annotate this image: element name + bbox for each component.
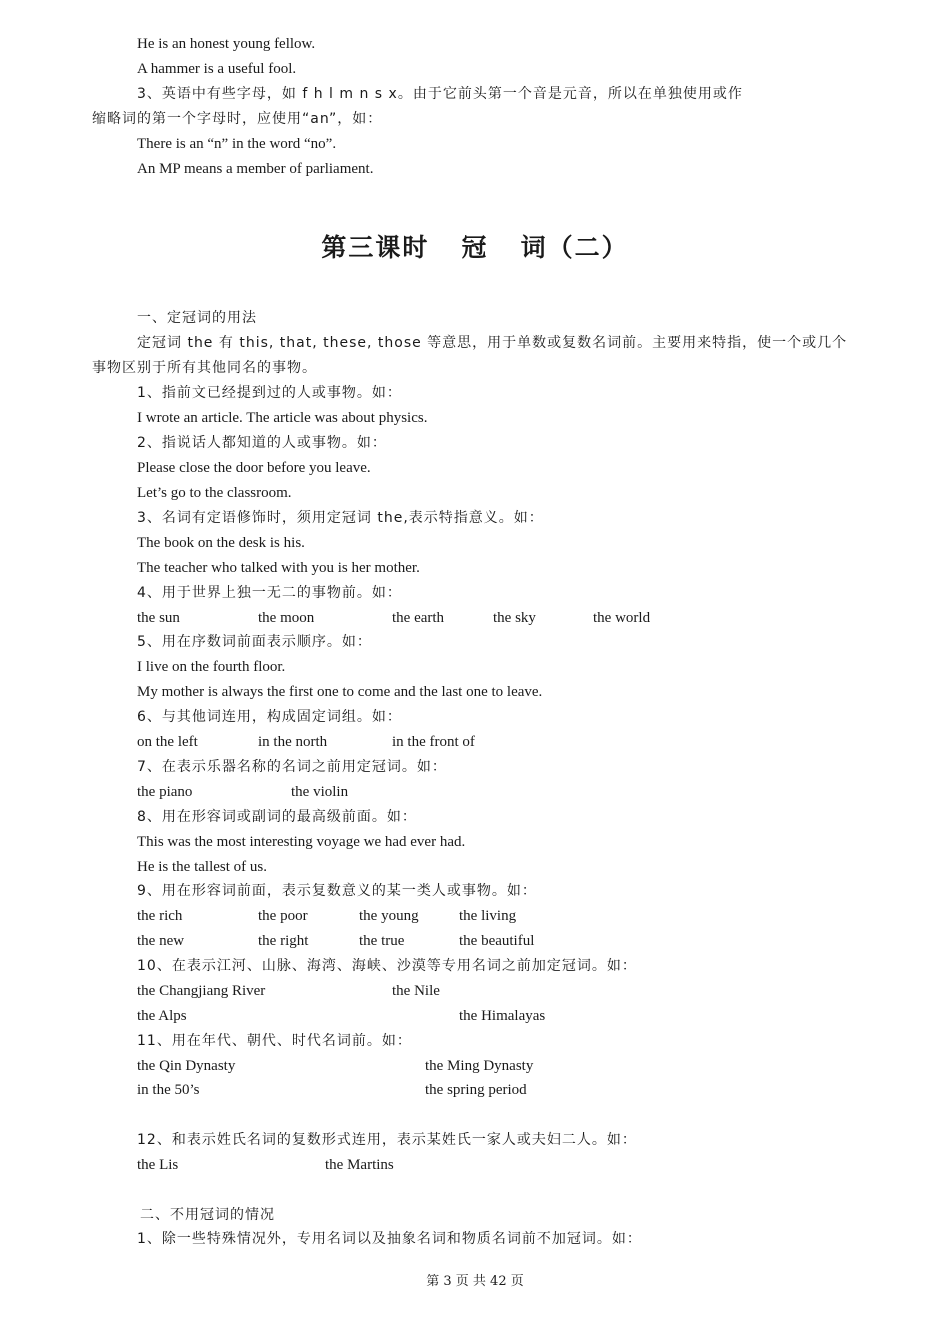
rule-text: 3、名词有定语修饰时，须用定冠词 the,表示特指意义。如： — [137, 510, 544, 526]
example-word: in the 50’s — [137, 1082, 200, 1098]
example-sentence: He is the tallest of us. — [137, 859, 267, 875]
rule-text: 12、和表示姓氏名词的复数形式连用，表示某姓氏一家人或夫妇二人。如： — [137, 1132, 637, 1148]
example-word: the earth — [392, 610, 445, 626]
example-sentence: The book on the desk is his. — [137, 535, 305, 551]
paragraph-text: 定冠词 the 有 this, that, these, those 等意思，用于单数或复数名词前。主要用来特指，使一个或几个 — [137, 335, 848, 351]
example-word: on the left — [137, 734, 198, 750]
example-word: in the front of — [392, 734, 475, 750]
rule-text: 9、用在形容词前面，表示复数意义的某一类人或事物。如： — [137, 883, 537, 899]
example-sentence: Please close the door before you leave. — [137, 460, 371, 476]
example-sentence: This was the most interesting voyage we had ever had. — [137, 834, 466, 850]
example-word: the young — [359, 908, 419, 924]
paragraph-text: 事物区别于所有其他同名的事物。 — [92, 360, 317, 376]
lesson-title: 第三课时 冠 词（二） — [321, 233, 629, 262]
page-number: 第 3 页 共 42 页 — [426, 1274, 524, 1289]
example-sentence: An MP means a member of parliament. — [137, 161, 374, 177]
example-word: the violin — [291, 784, 349, 800]
rule-text: 8、用在形容词或副词的最高级前面。如： — [137, 809, 417, 825]
rule-text: 5、用在序数词前面表示顺序。如： — [137, 634, 372, 650]
example-sentence: The teacher who talked with you is her mother. — [137, 560, 420, 576]
example-word: the Nile — [392, 983, 440, 999]
example-word: the new — [137, 933, 185, 949]
example-sentence: I live on the fourth floor. — [137, 659, 286, 675]
example-word: the true — [359, 933, 405, 949]
rule-text: 1、指前文已经提到过的人或事物。如： — [137, 385, 402, 401]
example-word: the Changjiang River — [137, 983, 266, 999]
example-word: the sky — [493, 610, 536, 626]
rule-text: 7、在表示乐器名称的名词之前用定冠词。如： — [137, 759, 447, 775]
example-sentence: There is an “n” in the word “no”. — [137, 136, 337, 152]
example-word: the Lis — [137, 1157, 179, 1173]
rule-text: 11、用在年代、朝代、时代名词前。如： — [137, 1033, 412, 1049]
section-heading: 二、不用冠词的情况 — [140, 1207, 275, 1223]
example-word: the sun — [137, 610, 180, 626]
rule-text: 2、指说话人都知道的人或事物。如： — [137, 435, 387, 451]
section-heading: 一、定冠词的用法 — [137, 310, 257, 326]
example-word: the living — [459, 908, 517, 924]
rule-text: 3、英语中有些字母，如 f h l m n s x。由于它前头第一个音是元音，所以在单独使用或作 — [137, 86, 743, 102]
example-word: the spring period — [425, 1082, 527, 1098]
example-word: the Qin Dynasty — [137, 1058, 236, 1074]
example-word: the Ming Dynasty — [425, 1058, 534, 1074]
example-sentence: A hammer is a useful fool. — [137, 61, 297, 77]
example-word: the Himalayas — [459, 1008, 546, 1024]
example-word: the world — [593, 610, 651, 626]
rule-text: 6、与其他词连用，构成固定词组。如： — [137, 709, 402, 725]
rule-text: 4、用于世界上独一无二的事物前。如： — [137, 585, 402, 601]
example-word: the piano — [137, 784, 193, 800]
example-word: the rich — [137, 908, 183, 924]
rule-text: 10、在表示江河、山脉、海湾、海峡、沙漠等专用名词之前加定冠词。如： — [137, 958, 637, 974]
example-word: the Alps — [137, 1008, 187, 1024]
rule-text: 缩略词的第一个字母时，应使用“an”，如： — [92, 111, 383, 127]
example-sentence: He is an honest young fellow. — [137, 36, 316, 52]
example-sentence: My mother is always the first one to come and the last one to leave. — [137, 684, 543, 700]
example-sentence: Let’s go to the classroom. — [137, 485, 292, 501]
example-word: the Martins — [325, 1157, 394, 1173]
example-word: the moon — [258, 610, 315, 626]
example-word: the right — [258, 933, 309, 949]
example-word: in the north — [258, 734, 328, 750]
example-sentence: I wrote an article. The article was about physics. — [137, 410, 428, 426]
rule-text: 1、除一些特殊情况外，专用名词以及抽象名词和物质名词前不加冠词。如： — [137, 1231, 642, 1247]
example-word: the beautiful — [459, 933, 535, 949]
example-word: the poor — [258, 908, 308, 924]
